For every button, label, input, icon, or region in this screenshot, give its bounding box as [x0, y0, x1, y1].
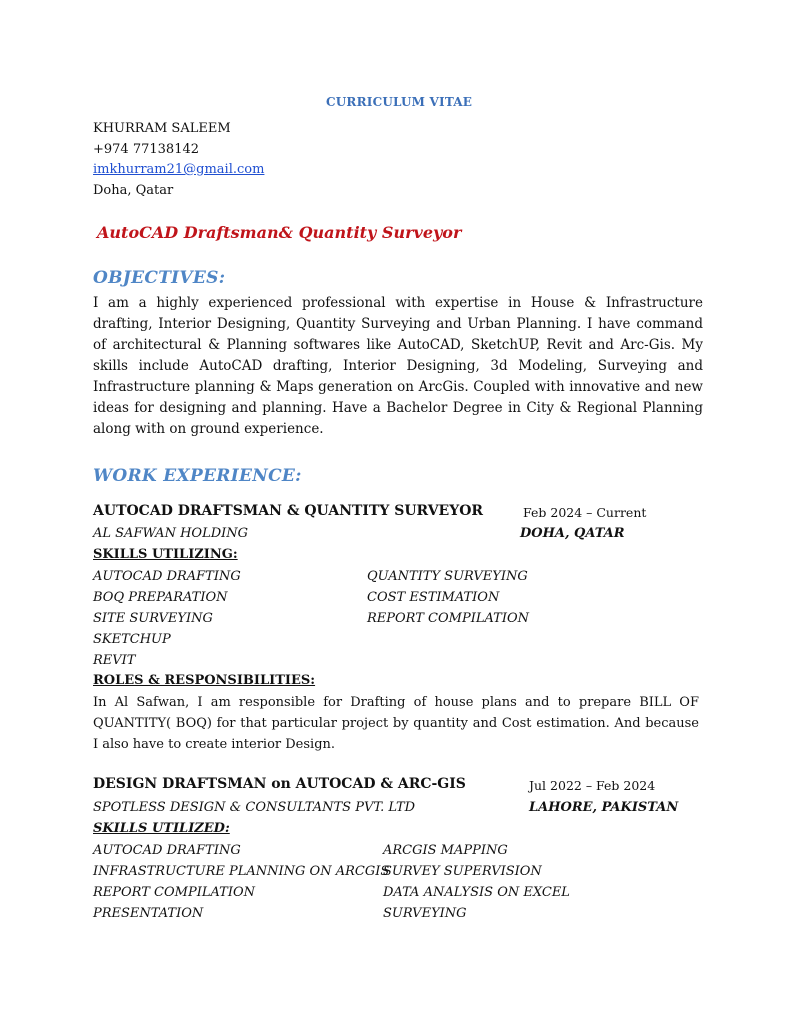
- skill-item: REPORT COMPILATION: [367, 611, 529, 626]
- skill-item: SURVEYING: [383, 906, 467, 921]
- skill-item: COST ESTIMATION: [367, 590, 500, 605]
- skill-item: PRESENTATION: [93, 906, 204, 921]
- phone-number: +974 77138142: [93, 142, 200, 157]
- document-title: CURRICULUM VITAE: [326, 95, 473, 109]
- job-dates: Jul 2022 – Feb 2024: [529, 778, 656, 793]
- company-name: AL SAFWAN HOLDING: [93, 526, 249, 541]
- objectives-heading: OBJECTIVES:: [93, 268, 226, 288]
- skills-list: [93, 840, 570, 924]
- skill-item: SKETCHUP: [93, 632, 171, 647]
- skill-item: DATA ANALYSIS ON EXCEL: [383, 885, 570, 900]
- skill-item: REPORT COMPILATION: [93, 885, 255, 900]
- skill-item: QUANTITY SURVEYING: [367, 569, 528, 584]
- skill-item: ARCGIS MAPPING: [383, 843, 508, 858]
- skills-list: [93, 566, 529, 671]
- skill-item: BOQ PREPARATION: [93, 590, 228, 605]
- candidate-name: KHURRAM SALEEM: [93, 121, 231, 136]
- skill-item: AUTOCAD DRAFTING: [93, 569, 241, 584]
- skill-item: INFRASTRUCTURE PLANNING ON ARCGIS: [93, 864, 390, 879]
- skill-item: SURVEY SUPERVISION: [383, 864, 542, 879]
- email-link[interactable]: imkhurram21@gmail.com: [93, 162, 265, 177]
- location: Doha, Qatar: [93, 183, 174, 198]
- work-experience-heading: WORK EXPERIENCE:: [93, 466, 302, 486]
- objectives-text: I am a highly experienced professional with expertise in House & Infrastructure drafting, Interior Designing, Quantity Surveying and Urban Planning. I have command of architectural & Planning softwares like AutoCAD, SketchUP, Revit and Arc-Gis. My skills include AutoCAD drafting, Interior Designing, 3d Modeling, Surveying and Infrastructure planning & Maps generation on ArcGis. Coupled with innovative and new ideas for designing and planning. Have a Bachelor Degree in City & Regional Planning along with on ground experience.: [93, 295, 703, 437]
- skill-item: AUTOCAD DRAFTING: [93, 843, 241, 858]
- job-title: DESIGN DRAFTSMAN on AUTOCAD & ARC-GIS: [93, 776, 466, 792]
- company-name: SPOTLESS DESIGN & CONSULTANTS PVT. LTD: [93, 800, 416, 815]
- skill-item: REVIT: [93, 653, 136, 668]
- skills-heading: SKILLS UTILIZING:: [93, 547, 238, 562]
- job-location: DOHA, QATAR: [520, 526, 625, 541]
- roles-heading: ROLES & RESPONSIBILITIES:: [93, 673, 316, 688]
- roles-text: In Al Safwan, I am responsible for Drafting of house plans and to prepare BILL OF QUANTITY( BOQ) for that particular project by quantity and Cost estimation. And because I also have to create interior Design.: [93, 695, 699, 752]
- role-title: AutoCAD Draftsman& Quantity Surveyor: [97, 223, 462, 242]
- skill-item: SITE SURVEYING: [93, 611, 213, 626]
- skills-heading: SKILLS UTILIZED:: [93, 821, 230, 836]
- job-title: AUTOCAD DRAFTSMAN & QUANTITY SURVEYOR: [93, 503, 484, 519]
- job-dates: Feb 2024 – Current: [523, 505, 647, 520]
- job-location: LAHORE, PAKISTAN: [529, 800, 679, 815]
